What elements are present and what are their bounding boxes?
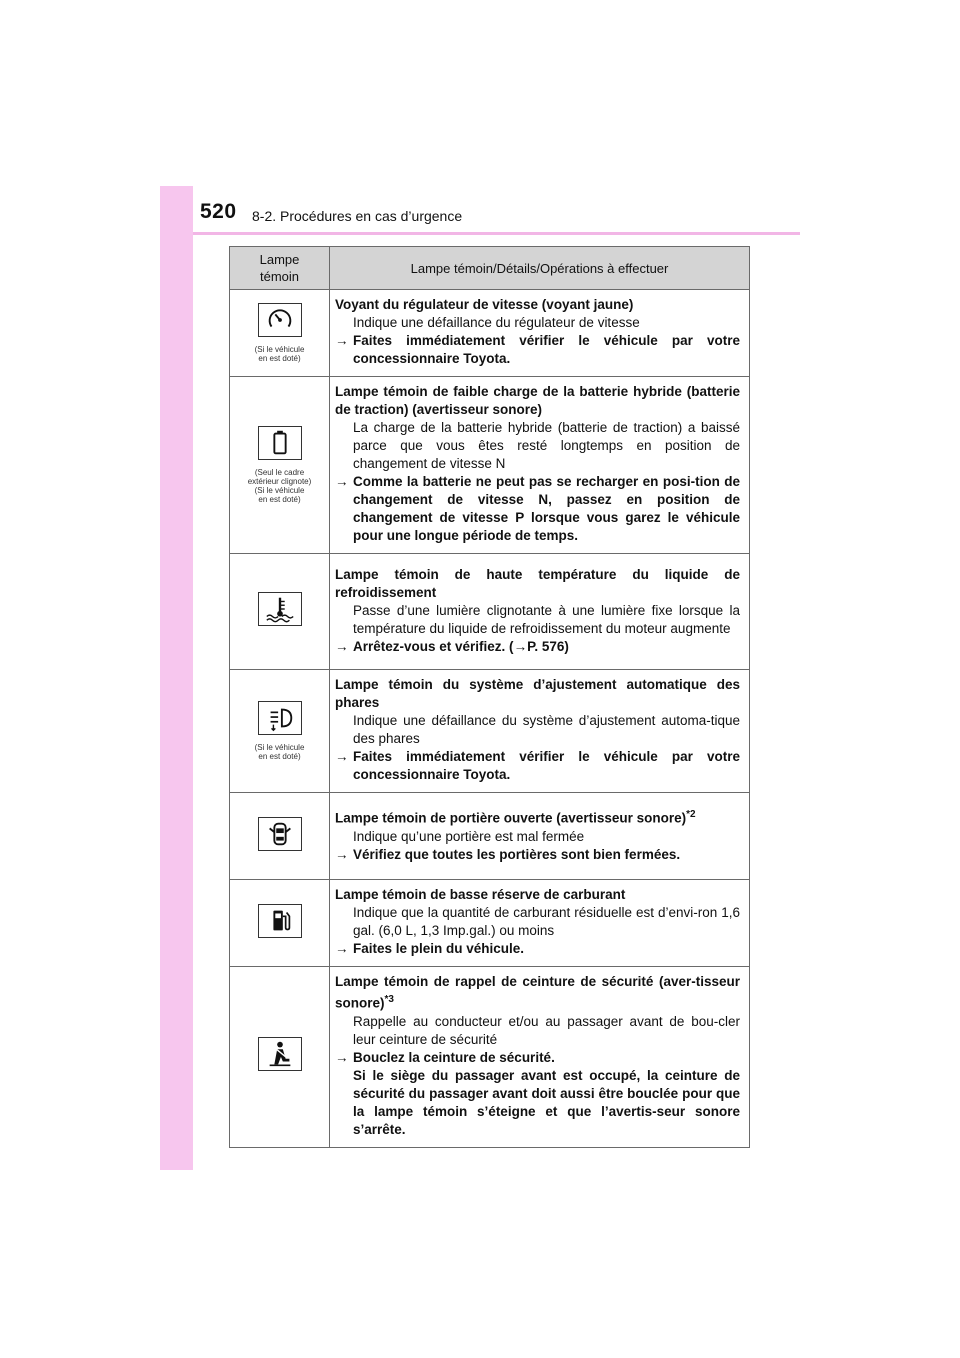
table-row [230,554,750,670]
lamp-description [330,880,750,967]
lamp-detail: Indique qu’une portière est mal fermée [353,828,585,844]
page-ref-link[interactable]: P. 576) [527,638,569,654]
lamp-detail: Indique une défaillance du régulateur de vitesse [353,315,640,330]
section-title: 8-2. Procédures en cas d’urgence [252,208,463,224]
coolant-temperature-icon [258,592,302,626]
page-number: 520 [200,200,237,223]
arrow-icon: → [335,1049,349,1065]
traction-battery-icon [258,426,302,460]
table-row [230,290,750,377]
lamp-description [330,377,750,554]
lamp-action: → Vérifiez que toutes les portières sont bien fermées. [335,846,681,862]
lamp-title: Voyant du régulateur de vitesse (voyant jaune) [335,297,634,312]
table-row [230,967,750,1148]
lamp-action: → Bouclez la ceinture de sécurité. [335,1049,555,1065]
lamp-cell [230,670,330,793]
low-fuel-icon [258,904,302,938]
icon-note: (Si le véhicule en est doté) [254,743,305,761]
table-row [230,377,750,554]
arrow-icon: → [335,333,349,348]
arrow-icon: → [335,474,349,489]
footnote-ref: *3 [384,994,394,1005]
lamp-title: Lampe témoin de portière ouverte (avertisseur sonore)$^{*2}$ [335,809,696,826]
lamp-action: → Faites immédiatement vérifier le véhicule par votre concessionnaire Toyota. [335,749,740,782]
lamp-action: → Comme la batterie ne peut pas se recharger en posi-tion de changement de vitesse N, passez en position de changement de vitesse P lorsque vous garez le véhicule pour une longue période de temps. [335,474,740,543]
lamp-title: Lampe témoin du système d’ajustement automatique des phares [335,677,740,710]
lamp-cell [230,554,330,670]
page-ref-arrow: → [513,638,528,654]
lamp-action: → Arrêtez-vous et vérifiez. (→P. 576) [335,638,569,654]
lamp-action-note: Si le siège du passager avant est occupé, la ceinture de sécurité du passager avant doit aussi être bouclée pour que la lampe témoin s’éteigne et que l’avertis-seur sonore s’arrête. [353,1067,740,1137]
lamp-action: → Faites le plein du véhicule. [335,941,525,956]
lamp-detail: Rappelle au conducteur et/ou au passager avant de bou-cler leur ceinture de sécurité [353,1013,740,1047]
arrow-icon: → [335,749,349,764]
table-header-row [230,247,750,290]
footnote-ref: *2 [686,809,696,821]
seatbelt-reminder-icon [258,1037,302,1071]
lamp-title: Lampe témoin de faible charge de la batterie hybride (batterie de traction) (avertisseur sonore) [335,384,740,417]
lamp-title: Lampe témoin de rappel de ceinture de sécurité (aver-tisseur sonore)$^{*3}$ [335,974,740,1011]
lamp-cell [230,967,330,1148]
warning-lamp-table [229,246,750,1148]
lamp-detail: Indique une défaillance du système d’ajustement automa-tique des phares [353,713,740,746]
lamp-cell [230,793,330,880]
lamp-detail: Indique que la quantité de carburant résiduelle est d’envi-ron 1,6 gal. (6,0 L, 1,3 Imp.gal.) ou moins [353,905,740,938]
table-row [230,793,750,880]
lamp-cell [230,377,330,554]
lamp-cell [230,880,330,967]
headlight-leveling-icon [258,701,302,735]
lamp-description [330,290,750,377]
arrow-icon: → [335,846,349,862]
lamp-description [330,793,750,880]
lamp-title: Lampe témoin de haute température du liquide de refroidissement [335,566,740,600]
lamp-description [330,967,750,1148]
column-header-lamp: Lampe témoin [230,247,330,290]
lamp-action: → Faites immédiatement vérifier le véhicule par votre concessionnaire Toyota. [335,333,740,366]
cruise-control-icon [258,303,302,337]
lamp-detail: Passe d’une lumière clignotante à une lumière fixe lorsque la température du liquide de refroidissement du moteur augmente [353,602,740,636]
lamp-description [330,554,750,670]
door-open-icon [258,817,302,851]
header-rule [193,232,800,235]
table-row [230,670,750,793]
column-header-details: Lampe témoin/Détails/Opérations à effectuer [330,247,750,290]
lamp-cell [230,290,330,377]
arrow-icon: → [335,638,349,654]
lamp-detail: La charge de la batterie hybride (batterie de traction) a baissé parce que vous êtes resté longtemps en position de changement de vitesse N [353,420,740,471]
chapter-tab-band [160,186,193,1170]
icon-note: (Si le véhicule en est doté) [254,345,305,363]
icon-note: (Seul le cadre extérieur clignote) (Si le véhicule en est doté) [247,468,312,504]
table-row [230,880,750,967]
lamp-description [330,670,750,793]
arrow-icon: → [335,941,349,956]
lamp-title: Lampe témoin de basse réserve de carburant [335,887,626,902]
